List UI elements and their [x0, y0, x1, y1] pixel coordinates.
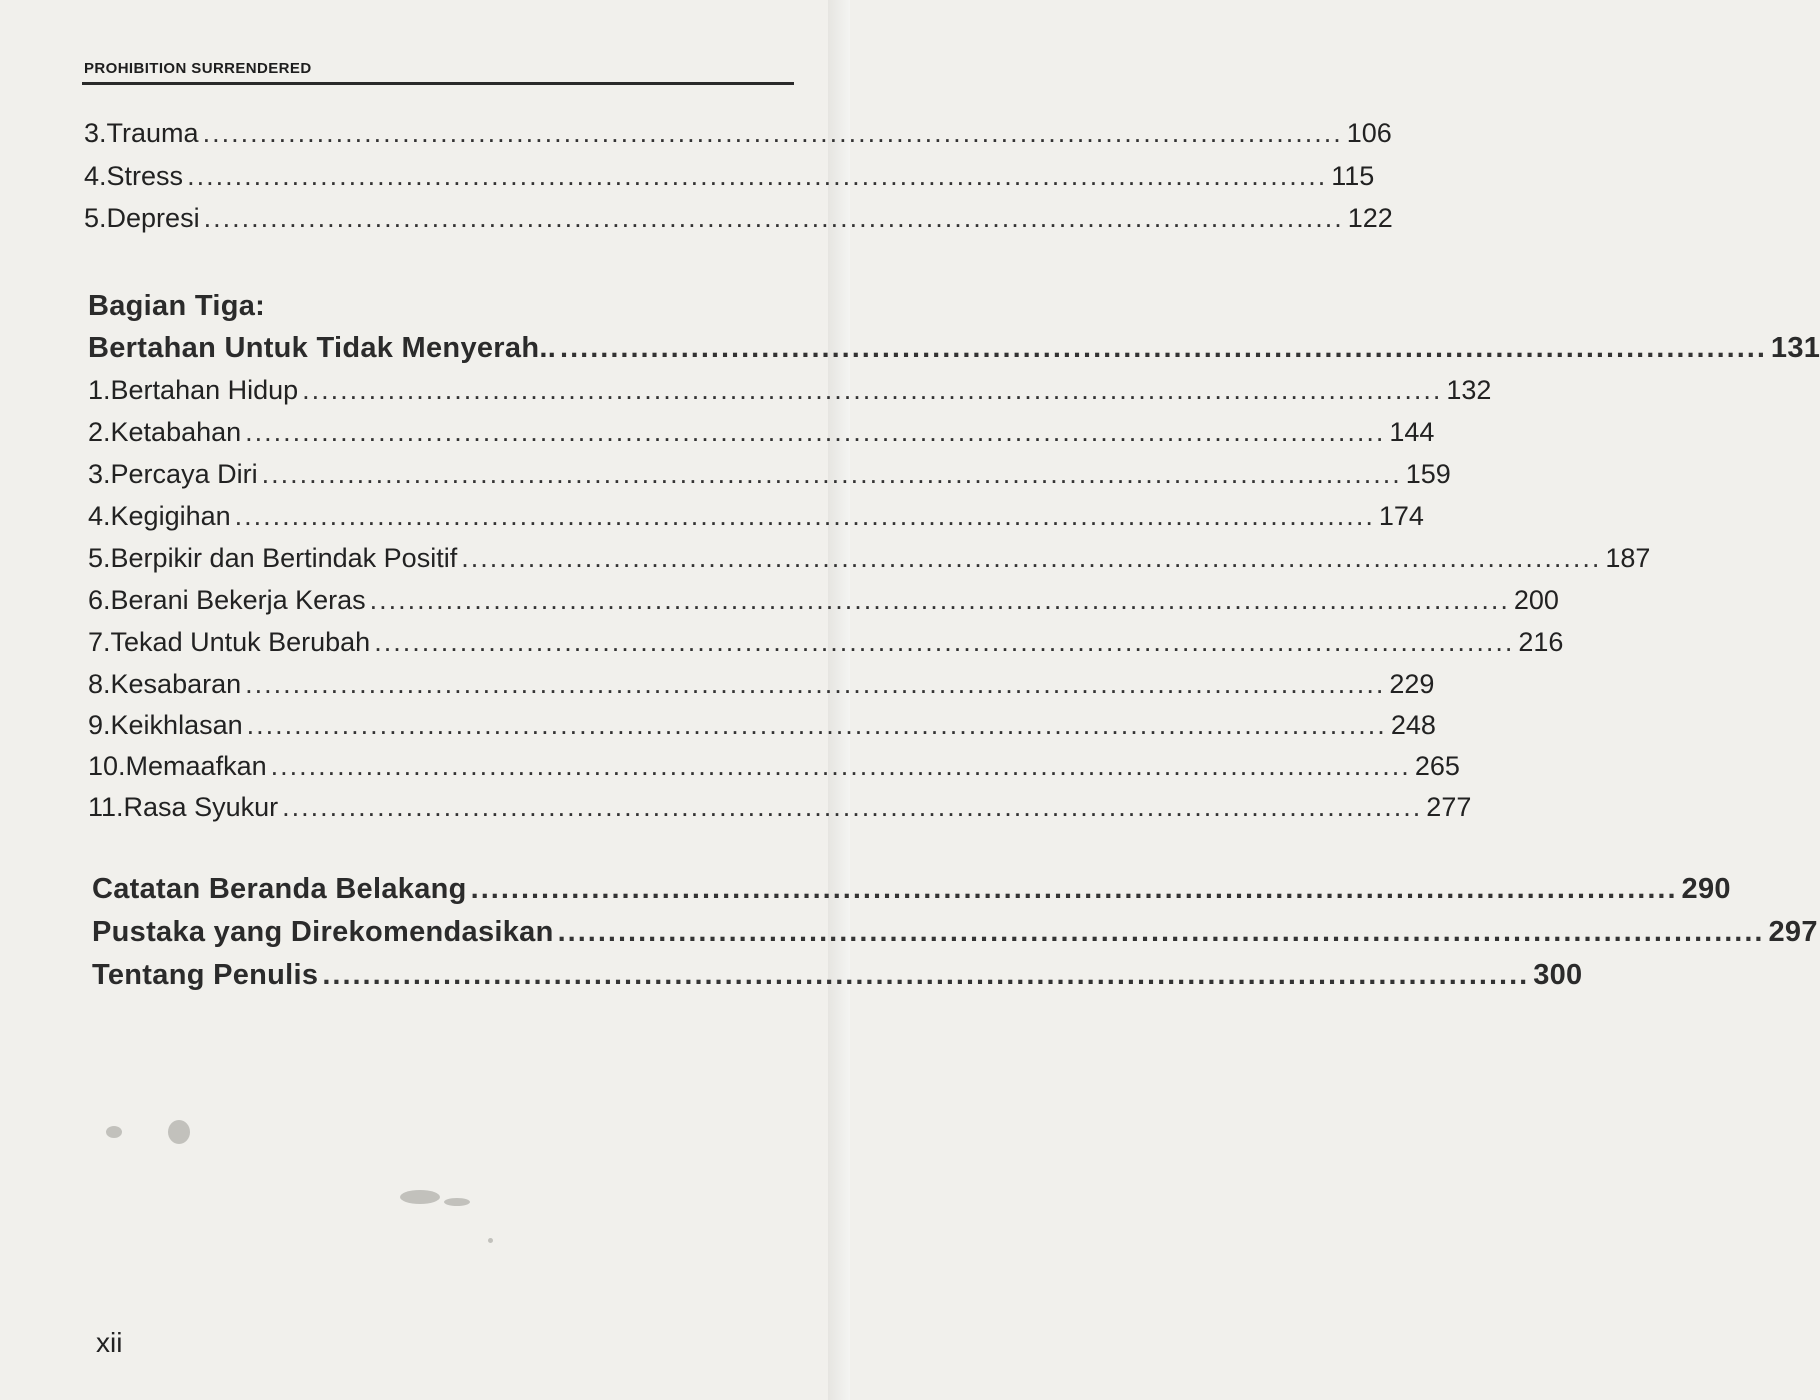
- dot-leader: ........................................................................................................................: [369, 585, 1510, 615]
- toc-entry-page: 265: [1414, 751, 1460, 781]
- toc-entry-page: 229: [1389, 669, 1435, 699]
- section-page: 131: [1770, 332, 1820, 364]
- dot-leader: ........................................................................................................................: [187, 161, 1328, 191]
- paper-smudge: [106, 1126, 122, 1138]
- back-matter-page: 290: [1681, 873, 1731, 905]
- toc-entry-number: 6.: [88, 585, 111, 615]
- back-matter-entry: [92, 916, 1818, 952]
- toc-entry-title: Tekad Untuk Berubah: [110, 627, 371, 657]
- dot-leader: ........................................................................................................................: [282, 792, 1423, 822]
- back-matter-entry: [92, 959, 1583, 995]
- dot-leader: ........................................................................................................................: [203, 203, 1344, 233]
- toc-entry-page: 122: [1347, 203, 1393, 233]
- toc-entry: [88, 459, 1451, 493]
- toc-entry-number: 5.: [84, 203, 107, 233]
- toc-entry-title: Berani Bekerja Keras: [110, 585, 366, 615]
- back-matter-page: 297: [1768, 916, 1818, 948]
- toc-entry-title: Keikhlasan: [110, 710, 243, 740]
- back-matter-entry: [92, 873, 1731, 909]
- toc-entry-title: Trauma: [106, 118, 199, 148]
- toc-entry-number: 4.: [88, 501, 111, 531]
- toc-entry-title: Bertahan Hidup: [110, 375, 299, 405]
- dot-leader: ........................................................................................................................: [322, 959, 1530, 991]
- toc-entry: [88, 792, 1472, 826]
- toc-entry: [84, 161, 1375, 195]
- toc-entry: [84, 118, 1392, 152]
- paper-smudge: [168, 1120, 190, 1144]
- back-matter-page: 300: [1533, 959, 1583, 991]
- toc-entry-title: Rasa Syukur: [123, 792, 279, 822]
- toc-entry-number: 8.: [88, 669, 111, 699]
- toc-entry-page: 248: [1390, 710, 1436, 740]
- toc-entry-number: 3.: [84, 118, 107, 148]
- toc-entry: [88, 501, 1424, 535]
- toc-entry: [88, 585, 1559, 619]
- paper-smudge: [444, 1198, 470, 1206]
- toc-entry-page: 216: [1518, 627, 1564, 657]
- dot-leader: ........................................................................................................................: [461, 543, 1602, 573]
- toc-entry-number: 4.: [84, 161, 107, 191]
- toc-entry-title: Memaafkan: [125, 751, 267, 781]
- section-label: Bagian Tiga:: [88, 290, 266, 322]
- page-number: xii: [96, 1327, 123, 1358]
- toc-entry: [84, 203, 1393, 237]
- toc-entry: [88, 375, 1492, 409]
- section-title-row: [88, 332, 1820, 368]
- dot-leader: ........................................................................................................................: [302, 375, 1443, 405]
- dot-leader: ........................................................................................................................: [261, 459, 1402, 489]
- toc-entry-number: 11.: [88, 792, 124, 822]
- toc-entry-title: Kesabaran: [110, 669, 242, 699]
- toc-entry-number: 9.: [88, 710, 111, 740]
- toc-entry-page: 144: [1389, 417, 1435, 447]
- section-title: Bertahan Untuk Tidak Menyerah..: [88, 332, 557, 364]
- back-matter-title: Tentang Penulis: [92, 959, 319, 991]
- back-matter-title: Catatan Beranda Belakang: [92, 873, 467, 905]
- dot-leader: ........................................................................................................................: [234, 501, 1375, 531]
- dot-leader: ........................................................................................................................: [246, 710, 1387, 740]
- toc-entry-page: 115: [1331, 161, 1375, 191]
- dot-leader: ........................................................................................................................: [470, 873, 1678, 905]
- dot-leader: ........................................................................................................................: [202, 118, 1343, 148]
- toc-entry-title: Kegigihan: [110, 501, 231, 531]
- dot-leader: ........................................................................................................................: [245, 669, 1386, 699]
- dot-leader: ........................................................................................................................: [560, 332, 1767, 364]
- back-matter-title: Pustaka yang Direkomendasikan: [92, 916, 554, 948]
- toc-entry: [88, 417, 1435, 451]
- toc-entry-title: Berpikir dan Bertindak Positif: [110, 543, 458, 573]
- toc-entry-number: 7.: [88, 627, 111, 657]
- toc-entry-title: Ketabahan: [110, 417, 242, 447]
- toc-entry: [88, 543, 1651, 577]
- running-header: PROHIBITION SURRENDERED: [84, 60, 312, 77]
- toc-entry-page: 200: [1513, 585, 1559, 615]
- toc-entry-number: 2.: [88, 417, 111, 447]
- toc-entry-page: 277: [1426, 792, 1472, 822]
- toc-entry-number: 3.: [88, 459, 111, 489]
- dot-leader: ........................................................................................................................: [557, 916, 1765, 948]
- toc-entry-page: 132: [1446, 375, 1492, 405]
- toc-entry-page: 106: [1346, 118, 1392, 148]
- toc-entry-number: 1.: [88, 375, 111, 405]
- toc-entry-number: 5.: [88, 543, 111, 573]
- toc-entry-number: 10.: [88, 751, 126, 781]
- toc-entry: [88, 669, 1435, 703]
- toc-entry-title: Depresi: [106, 203, 200, 233]
- paper-smudge: [400, 1190, 440, 1204]
- toc-entry: [88, 751, 1460, 785]
- header-rule: [82, 82, 794, 85]
- toc-entry-title: Percaya Diri: [110, 459, 258, 489]
- toc-entry: [88, 627, 1564, 661]
- dot-leader: ........................................................................................................................: [245, 417, 1386, 447]
- paper-smudge: [488, 1238, 493, 1243]
- dot-leader: ........................................................................................................................: [374, 627, 1515, 657]
- dot-leader: ........................................................................................................................: [270, 751, 1411, 781]
- toc-entry-page: 159: [1405, 459, 1451, 489]
- toc-entry: [88, 710, 1436, 744]
- toc-entry-title: Stress: [106, 161, 184, 191]
- toc-entry-page: 174: [1378, 501, 1424, 531]
- toc-entry-page: 187: [1605, 543, 1651, 573]
